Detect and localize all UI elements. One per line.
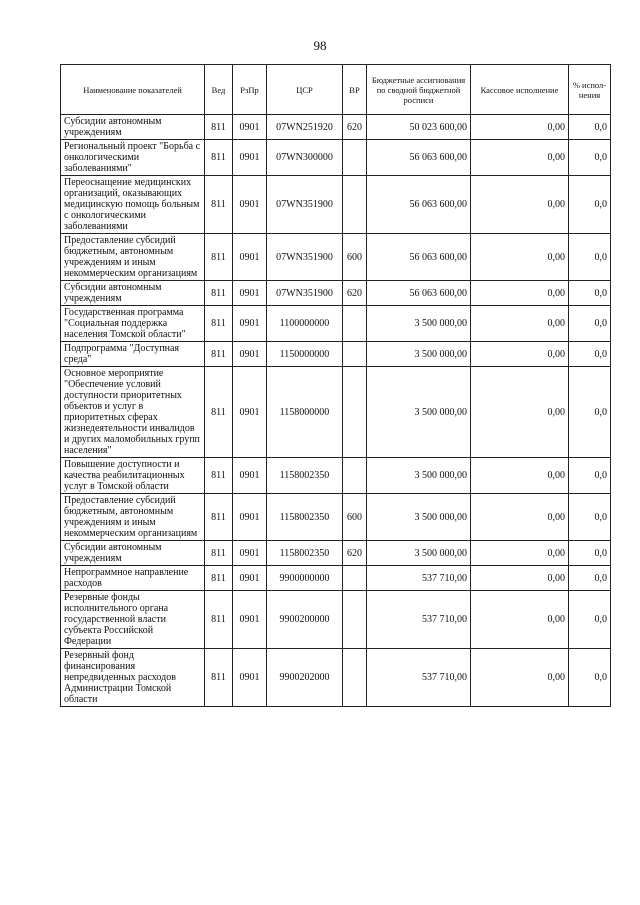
header-row [61, 65, 611, 115]
cell-name: Подпрограмма "Доступная среда" [61, 342, 205, 367]
cell-assignments: 537 710,00 [367, 566, 471, 591]
cell-csr: 07WN300000 [267, 140, 343, 176]
cell-name: Предоставление субсидий бюджетным, автономным учреждениям и иным некоммерческим организациям [61, 234, 205, 281]
cell-vr: 620 [343, 281, 367, 306]
header-assignments: Бюджетные ассигнования по сводной бюджетной росписи [367, 65, 471, 115]
cell-ved: 811 [205, 367, 233, 458]
cell-csr: 9900000000 [267, 566, 343, 591]
cell-vr [343, 140, 367, 176]
cell-ved: 811 [205, 115, 233, 140]
cell-cash-execution: 0,00 [471, 176, 569, 234]
cell-rzpr: 0901 [233, 281, 267, 306]
header-csr: ЦСР [267, 65, 343, 115]
cell-name: Резервный фонд финансирования непредвиденных расходов Администрации Томской области [61, 649, 205, 707]
cell-name: Непрограммное направление расходов [61, 566, 205, 591]
cell-ved: 811 [205, 494, 233, 541]
cell-percent-execution: 0,0 [569, 115, 611, 140]
cell-vr [343, 176, 367, 234]
cell-vr [343, 566, 367, 591]
cell-name: Государственная программа "Социальная поддержка населения Томской области" [61, 306, 205, 342]
cell-vr: 620 [343, 541, 367, 566]
cell-csr: 07WN351900 [267, 234, 343, 281]
cell-ved: 811 [205, 591, 233, 649]
table-row [61, 281, 611, 306]
cell-name: Субсидии автономным учреждениям [61, 115, 205, 140]
cell-ved: 811 [205, 281, 233, 306]
cell-vr: 600 [343, 234, 367, 281]
cell-rzpr: 0901 [233, 115, 267, 140]
header-vr: ВР [343, 65, 367, 115]
cell-csr: 1158002350 [267, 541, 343, 566]
cell-cash-execution: 0,00 [471, 566, 569, 591]
cell-name: Резервные фонды исполнительного органа государственной власти субъекта Российской Федерации [61, 591, 205, 649]
cell-rzpr: 0901 [233, 458, 267, 494]
cell-assignments: 537 710,00 [367, 649, 471, 707]
header-rzpr: РзПр [233, 65, 267, 115]
table-row [61, 566, 611, 591]
cell-assignments: 3 500 000,00 [367, 342, 471, 367]
table-row [61, 140, 611, 176]
cell-percent-execution: 0,0 [569, 566, 611, 591]
cell-name: Переоснащение медицинских организаций, оказывающих медицинскую помощь больным с онкологическими заболеваниями [61, 176, 205, 234]
cell-cash-execution: 0,00 [471, 306, 569, 342]
cell-name: Субсидии автономным учреждениям [61, 541, 205, 566]
cell-vr [343, 591, 367, 649]
cell-rzpr: 0901 [233, 306, 267, 342]
cell-ved: 811 [205, 306, 233, 342]
table-row [61, 649, 611, 707]
cell-assignments: 56 063 600,00 [367, 234, 471, 281]
cell-percent-execution: 0,0 [569, 541, 611, 566]
cell-name: Региональный проект "Борьба с онкологическими заболеваниями" [61, 140, 205, 176]
table-row [61, 591, 611, 649]
cell-percent-execution: 0,0 [569, 281, 611, 306]
cell-name: Предоставление субсидий бюджетным, автономным учреждениям и иным некоммерческим организациям [61, 494, 205, 541]
cell-percent-execution: 0,0 [569, 367, 611, 458]
table-row [61, 234, 611, 281]
cell-ved: 811 [205, 566, 233, 591]
cell-assignments: 56 063 600,00 [367, 140, 471, 176]
cell-percent-execution: 0,0 [569, 234, 611, 281]
cell-csr: 9900202000 [267, 649, 343, 707]
cell-vr [343, 342, 367, 367]
cell-vr [343, 306, 367, 342]
cell-rzpr: 0901 [233, 649, 267, 707]
cell-percent-execution: 0,0 [569, 458, 611, 494]
cell-rzpr: 0901 [233, 367, 267, 458]
cell-ved: 811 [205, 541, 233, 566]
cell-cash-execution: 0,00 [471, 234, 569, 281]
cell-rzpr: 0901 [233, 566, 267, 591]
cell-csr: 1100000000 [267, 306, 343, 342]
cell-ved: 811 [205, 458, 233, 494]
cell-cash-execution: 0,00 [471, 649, 569, 707]
cell-cash-execution: 0,00 [471, 140, 569, 176]
cell-rzpr: 0901 [233, 234, 267, 281]
cell-cash-execution: 0,00 [471, 281, 569, 306]
cell-cash-execution: 0,00 [471, 494, 569, 541]
cell-cash-execution: 0,00 [471, 342, 569, 367]
cell-cash-execution: 0,00 [471, 458, 569, 494]
cell-rzpr: 0901 [233, 541, 267, 566]
table-row [61, 494, 611, 541]
table-row [61, 306, 611, 342]
cell-rzpr: 0901 [233, 342, 267, 367]
budget-table [60, 64, 611, 707]
cell-ved: 811 [205, 140, 233, 176]
table-row [61, 541, 611, 566]
cell-assignments: 56 063 600,00 [367, 176, 471, 234]
cell-csr: 07WN351900 [267, 281, 343, 306]
cell-assignments: 3 500 000,00 [367, 458, 471, 494]
table-row [61, 176, 611, 234]
cell-assignments: 3 500 000,00 [367, 541, 471, 566]
table-row [61, 367, 611, 458]
cell-assignments: 3 500 000,00 [367, 367, 471, 458]
header-cash-execution: Кассовое исполнение [471, 65, 569, 115]
table-row [61, 342, 611, 367]
cell-rzpr: 0901 [233, 591, 267, 649]
cell-csr: 9900200000 [267, 591, 343, 649]
cell-vr [343, 649, 367, 707]
cell-assignments: 3 500 000,00 [367, 306, 471, 342]
cell-vr [343, 458, 367, 494]
cell-assignments: 3 500 000,00 [367, 494, 471, 541]
cell-csr: 1158000000 [267, 367, 343, 458]
cell-ved: 811 [205, 176, 233, 234]
cell-name: Основное мероприятие "Обеспечение условий доступности приоритетных объектов и услуг в приоритетных сферах жизнедеятельности инвалидов и других маломобильных групп населения" [61, 367, 205, 458]
cell-cash-execution: 0,00 [471, 367, 569, 458]
cell-ved: 811 [205, 649, 233, 707]
cell-rzpr: 0901 [233, 176, 267, 234]
cell-assignments: 56 063 600,00 [367, 281, 471, 306]
cell-vr: 600 [343, 494, 367, 541]
cell-name: Повышение доступности и качества реабилитационных услуг в Томской области [61, 458, 205, 494]
cell-percent-execution: 0,0 [569, 649, 611, 707]
cell-assignments: 50 023 600,00 [367, 115, 471, 140]
cell-assignments: 537 710,00 [367, 591, 471, 649]
header-name: Наименование показателей [61, 65, 205, 115]
cell-ved: 811 [205, 234, 233, 281]
table-row [61, 458, 611, 494]
cell-percent-execution: 0,0 [569, 591, 611, 649]
cell-name: Субсидии автономным учреждениям [61, 281, 205, 306]
cell-ved: 811 [205, 342, 233, 367]
table-row [61, 115, 611, 140]
cell-percent-execution: 0,0 [569, 494, 611, 541]
cell-rzpr: 0901 [233, 494, 267, 541]
cell-csr: 07WN351900 [267, 176, 343, 234]
cell-cash-execution: 0,00 [471, 115, 569, 140]
cell-rzpr: 0901 [233, 140, 267, 176]
cell-percent-execution: 0,0 [569, 342, 611, 367]
cell-cash-execution: 0,00 [471, 591, 569, 649]
cell-csr: 1150000000 [267, 342, 343, 367]
table-body [61, 115, 611, 707]
cell-csr: 1158002350 [267, 494, 343, 541]
page-number: 98 [313, 38, 327, 53]
cell-csr: 1158002350 [267, 458, 343, 494]
cell-csr: 07WN251920 [267, 115, 343, 140]
cell-percent-execution: 0,0 [569, 176, 611, 234]
cell-percent-execution: 0,0 [569, 306, 611, 342]
header-ved: Вед [205, 65, 233, 115]
cell-cash-execution: 0,00 [471, 541, 569, 566]
header-percent-execution: % испол-нения [569, 65, 611, 115]
cell-percent-execution: 0,0 [569, 140, 611, 176]
cell-vr [343, 367, 367, 458]
cell-vr: 620 [343, 115, 367, 140]
